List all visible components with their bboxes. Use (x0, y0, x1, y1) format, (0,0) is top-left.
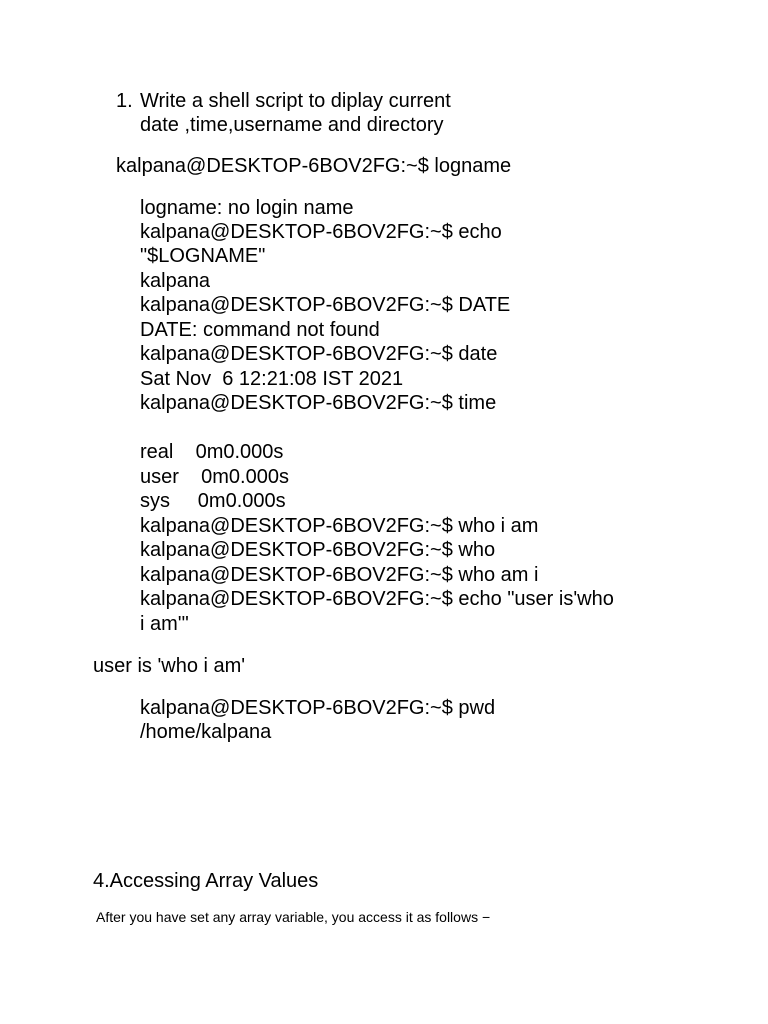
section-body: After you have set any array variable, you access it as follows − (96, 909, 491, 925)
terminal-line: kalpana@DESKTOP-6BOV2FG:~$ time (140, 392, 497, 414)
first-prompt: kalpana@DESKTOP-6BOV2FG:~$ logname (116, 155, 512, 177)
task-line-1: Write a shell script to diplay current (140, 90, 451, 112)
terminal-line: kalpana@DESKTOP-6BOV2FG:~$ who am i (140, 564, 539, 586)
task-number: 1. (116, 90, 133, 112)
terminal-line: DATE: command not found (140, 319, 380, 341)
task-line-2: date ,time,username and directory (140, 114, 444, 136)
terminal-line: kalpana@DESKTOP-6BOV2FG:~$ echo "user is'who (140, 588, 614, 610)
terminal-line: kalpana@DESKTOP-6BOV2FG:~$ echo (140, 221, 502, 243)
terminal-line: Sat Nov 6 12:21:08 IST 2021 (140, 368, 404, 390)
terminal-line: kalpana (140, 270, 211, 292)
section-heading: 4.Accessing Array Values (93, 870, 319, 892)
terminal-line: real 0m0.000s (140, 441, 284, 463)
terminal-line: i am'" (140, 613, 189, 635)
terminal-line: kalpana@DESKTOP-6BOV2FG:~$ pwd (140, 697, 496, 719)
terminal-line: /home/kalpana (140, 721, 272, 743)
terminal-line: kalpana@DESKTOP-6BOV2FG:~$ who i am (140, 515, 539, 537)
terminal-line: user 0m0.000s (140, 466, 289, 488)
terminal-line: "$LOGNAME" (140, 245, 266, 267)
terminal-line: kalpana@DESKTOP-6BOV2FG:~$ date (140, 343, 498, 365)
terminal-line: kalpana@DESKTOP-6BOV2FG:~$ who (140, 539, 496, 561)
terminal-line: sys 0m0.000s (140, 490, 286, 512)
terminal-line: kalpana@DESKTOP-6BOV2FG:~$ DATE (140, 294, 511, 316)
echo-output: user is 'who i am' (93, 655, 246, 677)
terminal-line: logname: no login name (140, 197, 354, 219)
